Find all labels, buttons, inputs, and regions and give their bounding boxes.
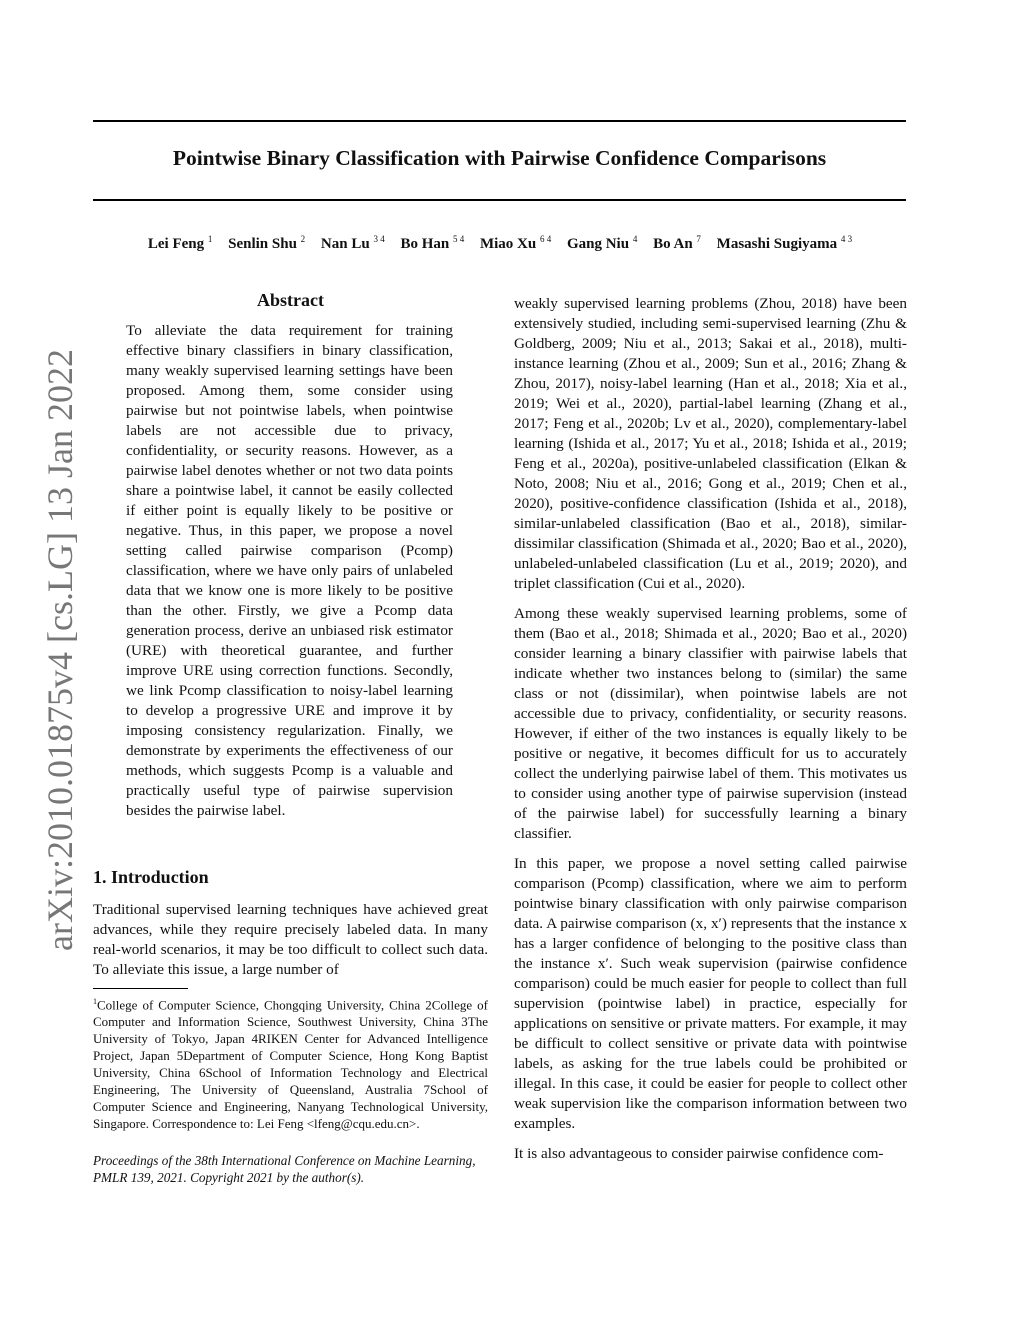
author: Masashi Sugiyama $^{4 3}$ (716, 234, 853, 252)
abstract-body: To alleviate the data requirement for training effective binary classifiers in binary classification, many weakly supervised learning settings have been proposed. Among them, some consider using pairwise but not pointwise labels, when pointwise labels are not accessible due to privacy, confidentiality, or security reasons. However, as a pairwise label denotes whether or not two data points share a pointwise label, it cannot be easily collected if either point is equally likely to be positive or negative. Thus, in this paper, we propose a novel setting called pairwise comparison (Pcomp) classification, where we have only pairs of unlabeled data that we know one is more likely to be positive than the other. Firstly, we give a Pcomp data generation process, derive an unbiased risk estimator (URE) with theoretical guarantee, and further improve URE using correction functions. Secondly, we link Pcomp classification to noisy-label learning to develop a progressive URE and improve it by imposing consistency regularization. Finally, we demonstrate by experiments the effectiveness of our methods, which suggests Pcomp is a valuable and practically useful type of pairwise supervision besides the pairwise label. (126, 322, 453, 819)
affiliations-footnote: $^1$College of Computer Science, Chongqing University, China 2College of Computer and Information Science, Southwest University, China 3The University of Tokyo, Japan 4RIKEN Center for Advanced Intelligence Project, Japan 5Department of Computer Science, Hong Kong Baptist University, China 6School of Information Technology and Electrical Engineering, The University of Queensland, Australia 7School of Computer Science and Engineering, Nanyang Technological University, Singapore. Correspondence to: Lei Feng <lfeng@cqu.edu.cn>. (93, 997, 488, 1132)
right-column (514, 294, 907, 1174)
author: Senlin Shu $^2$ (228, 234, 306, 252)
author: Nan Lu $^{3 4}$ (320, 234, 385, 252)
abstract-heading: Abstract (257, 290, 324, 310)
title-bottom-rule (93, 199, 906, 201)
introduction-heading: 1. Introduction (93, 867, 209, 887)
paper-title: Pointwise Binary Classification with Pairwise Confidence Comparisons (172, 146, 827, 170)
author: Bo Han $^{5 4}$ (400, 234, 465, 252)
footnote-rule (93, 988, 188, 989)
top-rule (93, 120, 906, 122)
body-paragraph: Among these weakly supervised learning problems, some of them (Bao et al., 2018; Shimada et al., 2020; Bao et al., 2020) consider learning a binary classifier with pairwise labels that indicate whether two instances belong to (similar) the same class or not (dissimilar), when pointwise labels are not accessible due to privacy, confidentiality, or security reasons. However, if either of the two instances is equally likely to be positive or negative, it becomes difficult for us to accurately collect the underlying pairwise label of them. This motivates us to consider using another type of pairwise supervision (instead of the pairwise label) for successfully learning a binary classifier. (514, 605, 907, 842)
proceedings-note: Proceedings of the 38th International Conference on Machine Learning, PMLR 139, 2021. Copyright 2021 by the author(s). (93, 1153, 476, 1186)
body-paragraph: weakly supervised learning problems (Zhou, 2018) have been extensively studied, including semi-supervised learning (Zhu & Goldberg, 2009; Niu et al., 2013; Sakai et al., 2018), multi-instance learning (Zhou et al., 2009; Sun et al., 2016; Zhang & Zhou, 2017), noisy-label learning (Han et al., 2018; Xia et al., 2019; Wei et al., 2020), partial-label learning (Zhang et al., 2017; Feng et al., 2020b; Lv et al., 2020), complementary-label learning (Ishida et al., 2017; Yu et al., 2018; Ishida et al., 2019; Feng et al., 2020a), positive-unlabeled classification (Elkan & Noto, 2008; Niu et al., 2016; Gong et al., 2019; Chen et al., 2020), positive-confidence classification (Ishida et al., 2018), similar-unlabeled classification (Bao et al., 2018), similar-dissimilar classification (Shimada et al., 2020; Bao et al., 2020), unlabeled-unlabeled classification (Lu et al., 2019; 2020), and triplet classification (Cui et al., 2020). (514, 295, 907, 592)
body-paragraph: In this paper, we propose a novel setting called pairwise comparison (Pcomp) classification, where we aim to perform pointwise binary classification with only pairwise comparison data. A pairwise comparison (x, x′) represents that the instance x has a larger confidence of belonging to the positive class than the instance x′. Such weak supervision (pairwise confidence comparison) could be much easier for people to collect than full supervision (pointwise label) in practice, especially for applications on sensitive or private matters. For example, it may be difficult to collect sensitive or private data with pointwise labels, as asking for the true labels could be prohibited or illegal. In this case, it could be easier for people to collect other weak supervision like the comparison information between two examples. (514, 855, 907, 1132)
author: Bo An $^7$ (653, 234, 701, 252)
author: Gang Niu $^4$ (566, 234, 638, 252)
author: Miao Xu $^{6 4}$ (479, 234, 552, 252)
author: Lei Feng $^1$ (147, 234, 213, 252)
intro-paragraph: Traditional supervised learning techniques have achieved great advances, while they require precisely labeled data. In many real-world scenarios, it may be too difficult to collect such data. To alleviate this issue, a large number of (93, 901, 488, 978)
author-list (60, 234, 940, 253)
arxiv-sidebar-stamp: arXiv:2010.01875v4 [cs.LG] 13 Jan 2022 (40, 349, 80, 951)
body-paragraph: It is also advantageous to consider pairwise confidence com- (514, 1145, 884, 1162)
left-column (93, 290, 488, 1186)
